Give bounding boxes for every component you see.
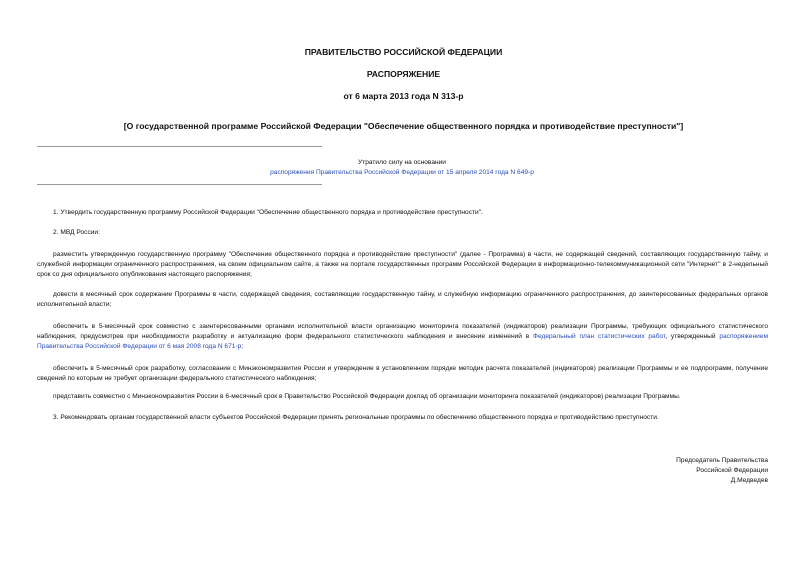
paragraph-5-text-a: обеспечить в 5-месячный срок совместно с заинтересованными органами исполнительной власти организацию мониторинга показателей (индикаторов) реализации Программы, требующих официального статистического наблюдения, предусмотрев при необходимости разработку и актуализацию форм федерального статистического наблюдения и внесение изменений в	[37, 323, 768, 340]
paragraph-5	[37, 322, 768, 352]
paragraph-1: 1. Утвердить государственную программу Российской Федерации "Обеспечение общественного порядка и противодействие преступности".	[53, 209, 483, 216]
paragraph-5-text-c: ;	[241, 343, 244, 350]
paragraph-6: обеспечить в 5-месячный срок разработку, согласование с Минэкономразвития России и утверждение в установленном порядке методик расчета показателей (индикаторов) реализации Программы и ее подпрограмм, получение сведений по которым не требует организации федерального статистического наблюдения;	[37, 365, 768, 382]
signature-block	[676, 456, 768, 486]
statistical-plan-link[interactable]: Федеральный план статистических работ	[532, 333, 666, 340]
signature-org: Российской Федерации	[696, 467, 768, 474]
document-type: РАСПОРЯЖЕНИЕ	[366, 69, 441, 79]
paragraph-3: разместить утвержденную государственную программу "Обеспечение общественного порядка и противодействие преступности" (далее - Программа) в части, не содержащей сведений, составляющих государственную тайну, и служебной информации ограниченного распространения, на своем официальном сайте, а также на портале государственных программ Российской Федерации в информационно-телекоммуникационной сети "Интернет" в 2-недельный срок со дня официального опубликования настоящего распоряжения;	[37, 251, 768, 278]
signature-position: Председатель Правительства	[676, 457, 768, 464]
annotation-text: Утратило силу на основании	[358, 159, 446, 166]
signature-name: Д.Медведев	[730, 477, 768, 484]
document-date-number: от 6 марта 2013 года N 313-р	[343, 91, 464, 101]
paragraph-7: представить совместно с Минэкономразвития России в 6-месячный срок в Правительство Российской Федерации доклад об организации мониторинга показателей (индикаторов) реализации Программы.	[53, 393, 681, 400]
paragraph-5-text-b: , утвержденный	[665, 333, 720, 340]
annotation-link[interactable]: распоряжения Правительства Российской Федерации от 15 апреля 2014 года N 649-р	[270, 169, 534, 176]
annotation-block	[37, 158, 767, 178]
order-671-link[interactable]: распоряжением Правительства Российской Федерации от 6 мая 2008 года N 671-р	[37, 333, 768, 350]
bottom-divider	[37, 184, 322, 185]
paragraph-8: 3. Рекомендовать органам государственной власти субъектов Российской Федерации принять региональные программы по обеспечению общественного порядка и противодействию преступности.	[53, 414, 659, 421]
government-name: ПРАВИТЕЛЬСТВО РОССИЙСКОЙ ФЕДЕРАЦИИ	[304, 47, 503, 57]
top-divider	[37, 146, 322, 147]
document-title: [О государственной программе Российской Федерации "Обеспечение общественного порядка и противодействие преступности"]	[123, 121, 684, 131]
paragraph-4: довести в месячный срок содержание Программы в части, содержащей сведения, составляющие государственную тайну, и служебную информацию ограниченного распространения, до заинтересованных федеральных органов исполнительной власти;	[37, 291, 768, 308]
paragraph-2: 2. МВД России:	[53, 229, 100, 236]
